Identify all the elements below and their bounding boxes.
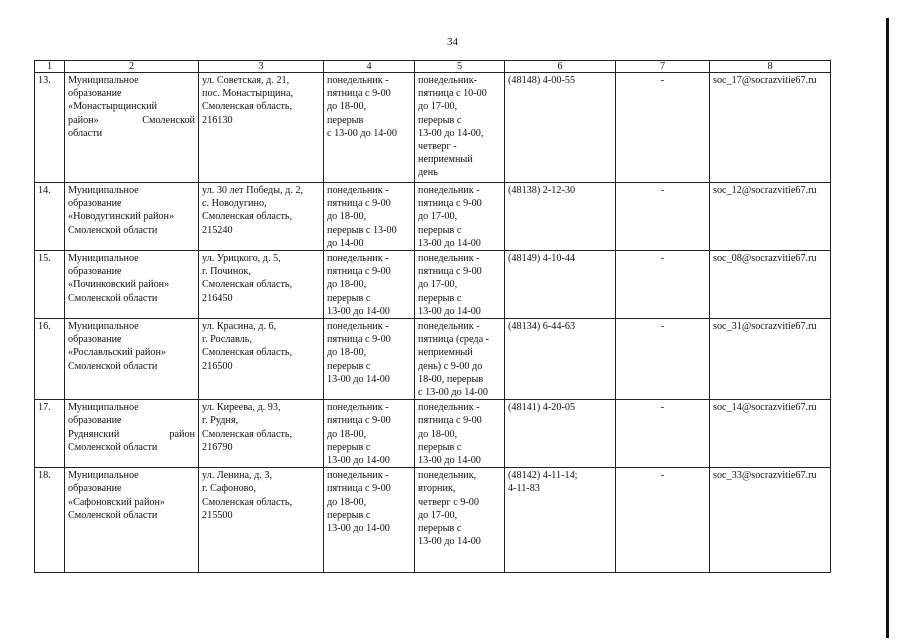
fax-cell: -	[616, 319, 710, 400]
reception-hours-cell	[415, 400, 505, 468]
text-line: Муниципальное	[68, 75, 139, 86]
text-line: ул. Советская, д. 21,	[202, 75, 290, 86]
reception-hours-cell	[415, 319, 505, 400]
text-line: 13-00 до 14-00	[327, 455, 390, 467]
text-line: перерыв с 13-00	[327, 224, 397, 236]
text-line: Муниципальное	[68, 253, 139, 265]
address-cell	[199, 73, 324, 183]
text-word: район	[169, 428, 195, 440]
column-number: 5	[415, 61, 505, 73]
text-line: (48142) 4-11-14;	[508, 470, 578, 482]
text-line: 13-00 до 14-00,	[418, 127, 484, 139]
fax-cell: -	[616, 73, 710, 183]
text-line: 13-00 до 14-00	[418, 536, 481, 548]
table-row	[35, 251, 831, 319]
email-cell: soc_14@socrazvitie67.ru	[710, 400, 831, 468]
row-number-cell: 17.	[35, 400, 65, 468]
municipality-cell	[65, 183, 199, 251]
text-line: 215500	[202, 509, 233, 521]
hours-cell	[324, 183, 415, 251]
phone-cell	[505, 468, 616, 573]
phone-cell	[505, 73, 616, 183]
text-line: перерыв с	[418, 114, 462, 126]
phone-cell	[505, 319, 616, 400]
address-cell	[199, 183, 324, 251]
text-line: 216130	[202, 114, 233, 126]
text-line: перерыв с	[418, 441, 462, 453]
text-line: образование	[68, 483, 122, 495]
text-line: Смоленской области	[68, 509, 158, 521]
text-line: неприемный	[418, 154, 473, 166]
phone-cell	[505, 251, 616, 319]
text-line: образование	[68, 88, 122, 100]
text-line: (48134) 6-44-63	[508, 321, 576, 333]
text-line: Смоленская область,	[202, 211, 293, 223]
text-line: Смоленской области	[68, 224, 158, 236]
email-cell: soc_12@socrazvitie67.ru	[710, 183, 831, 251]
email-cell: soc_31@socrazvitie67.ru	[710, 319, 831, 400]
text-line: ул. Красина, д. 6,	[202, 321, 277, 333]
text-line: четверг с 9-00	[418, 496, 479, 508]
text-line: образование	[68, 415, 122, 427]
text-line: 216790	[202, 441, 233, 453]
text-word: район»	[68, 114, 99, 126]
text-line: Смоленской области	[68, 360, 158, 372]
text-line: (48149) 4-10-44	[508, 253, 576, 265]
reception-hours-cell	[415, 73, 505, 183]
text-line: до 18-00,	[418, 428, 458, 440]
text-line: вторник,	[418, 483, 456, 495]
text-line: Смоленской области	[68, 292, 158, 304]
text-line: 13-00 до 14-00	[327, 373, 390, 385]
address-cell	[199, 400, 324, 468]
text-line: перерыв с	[327, 292, 371, 304]
email-cell: soc_08@socrazvitie67.ru	[710, 251, 831, 319]
fax-cell: -	[616, 251, 710, 319]
offices-table	[34, 60, 831, 573]
row-number-cell: 14.	[35, 183, 65, 251]
table-row	[35, 183, 831, 251]
text-line: до 18-00,	[327, 279, 367, 291]
table-body	[35, 73, 831, 573]
text-line: понедельник -	[327, 470, 389, 482]
text-line: пятница с 9-00	[327, 483, 391, 495]
text-line: перерыв с	[418, 224, 462, 236]
text-line: ул. Урицкого, д. 5,	[202, 253, 281, 265]
text-line: г. Рославль,	[202, 334, 252, 346]
row-number-cell: 15.	[35, 251, 65, 319]
text-line: «Сафоновский район»	[68, 496, 166, 508]
text-line: образование	[68, 266, 122, 278]
justified-line	[68, 428, 195, 441]
text-line: перерыв с	[327, 509, 371, 521]
address-cell	[199, 251, 324, 319]
text-line: пятница (среда -	[418, 334, 490, 346]
text-line: 13-00 до 14-00	[327, 523, 390, 535]
text-line: пятница с 9-00	[327, 415, 391, 427]
text-line: неприемный	[418, 347, 473, 359]
text-line: образование	[68, 198, 122, 210]
text-line: до 18-00,	[327, 101, 367, 113]
text-line: до 18-00,	[327, 428, 367, 440]
text-line: понедельник -	[327, 321, 389, 333]
phone-cell	[505, 183, 616, 251]
municipality-cell	[65, 400, 199, 468]
text-line: перерыв с	[418, 292, 462, 304]
text-line: с. Новодугино,	[202, 198, 267, 210]
column-number-row	[35, 61, 831, 73]
column-number: 4	[324, 61, 415, 73]
text-line: Муниципальное	[68, 321, 139, 333]
row-number-cell: 16.	[35, 319, 65, 400]
text-line: области	[68, 127, 103, 139]
text-line: 216500	[202, 360, 233, 372]
text-line: 216450	[202, 292, 233, 304]
municipality-cell	[65, 73, 199, 183]
reception-hours-cell	[415, 183, 505, 251]
text-line: Муниципальное	[68, 470, 139, 482]
text-line: понедельник,	[418, 470, 477, 482]
municipality-cell	[65, 319, 199, 400]
text-line: до 17-00,	[418, 211, 458, 223]
text-line: 13-00 до 14-00	[418, 237, 481, 249]
row-number-cell: 18.	[35, 468, 65, 573]
text-line: перерыв с	[327, 360, 371, 372]
text-line: перерыв с	[418, 523, 462, 535]
text-line: с 13-00 до 14-00	[418, 387, 488, 399]
text-line: 18-00, перерыв	[418, 373, 484, 385]
text-line: понедельник -	[327, 75, 389, 86]
municipality-cell	[65, 468, 199, 573]
column-number: 2	[65, 61, 199, 73]
table-row	[35, 319, 831, 400]
column-number: 1	[35, 61, 65, 73]
text-line: пос. Монастырщина,	[202, 88, 294, 100]
text-line: г. Сафоново,	[202, 483, 257, 495]
text-line: 13-00 до 14-00	[418, 455, 481, 467]
row-number-cell: 13.	[35, 73, 65, 183]
text-line: день	[418, 167, 438, 179]
page-number: 34	[447, 36, 458, 48]
text-line: Смоленская область,	[202, 279, 293, 291]
text-line: до 18-00,	[327, 347, 367, 359]
text-line: четверг -	[418, 141, 457, 153]
address-cell	[199, 319, 324, 400]
justified-line	[68, 114, 195, 127]
column-number: 6	[505, 61, 616, 73]
text-line: «Новодугинский район»	[68, 211, 175, 223]
text-line: Муниципальное	[68, 402, 139, 414]
text-word: Смоленской	[142, 114, 195, 126]
text-line: до 17-00,	[418, 279, 458, 291]
text-line: с 13-00 до 14-00	[327, 127, 397, 139]
reception-hours-cell	[415, 251, 505, 319]
phone-cell	[505, 400, 616, 468]
hours-cell	[324, 319, 415, 400]
text-line: до 18-00,	[327, 496, 367, 508]
text-line: понедельник -	[418, 185, 480, 196]
text-line: «Рославльский район»	[68, 347, 167, 359]
text-line: Муниципальное	[68, 185, 139, 196]
table-row	[35, 73, 831, 183]
hours-cell	[324, 73, 415, 183]
text-line: понедельник-	[418, 75, 478, 86]
text-line: 4-11-83	[508, 483, 540, 495]
text-line: пятница с 9-00	[327, 334, 391, 346]
text-line: пятница с 9-00	[327, 88, 391, 100]
text-line: до 17-00,	[418, 509, 458, 521]
fax-cell: -	[616, 183, 710, 251]
text-line: день) с 9-00 до	[418, 360, 483, 372]
text-line: Смоленская область,	[202, 101, 293, 113]
text-line: образование	[68, 334, 122, 346]
text-line: понедельник -	[327, 185, 389, 196]
text-line: «Починковский район»	[68, 279, 170, 291]
text-line: до 14-00	[327, 237, 364, 249]
text-line: перерыв	[327, 114, 364, 126]
text-line: 13-00 до 14-00	[418, 305, 481, 317]
table-row	[35, 400, 831, 468]
table-row	[35, 468, 831, 573]
text-line: понедельник -	[418, 402, 480, 414]
text-line: г. Починок,	[202, 266, 251, 278]
column-number: 3	[199, 61, 324, 73]
text-line: ул. Киреева, д. 93,	[202, 402, 281, 414]
text-line: понедельник -	[327, 402, 389, 414]
email-cell: soc_33@socrazvitie67.ru	[710, 468, 831, 573]
text-line: пятница с 9-00	[418, 266, 482, 278]
column-number: 7	[616, 61, 710, 73]
text-line: ул. Ленина, д. 3,	[202, 470, 273, 482]
text-word: Руднянский	[68, 428, 120, 440]
text-line: ул. 30 лет Победы, д. 2,	[202, 185, 304, 196]
fax-cell: -	[616, 468, 710, 573]
text-line: понедельник -	[418, 253, 480, 265]
text-line: (48148) 4-00-55	[508, 75, 576, 86]
text-line: понедельник -	[327, 253, 389, 265]
municipality-cell	[65, 251, 199, 319]
text-line: Смоленская область,	[202, 347, 293, 359]
email-cell: soc_17@socrazvitie67.ru	[710, 73, 831, 183]
text-line: до 18-00,	[327, 211, 367, 223]
text-line: до 17-00,	[418, 101, 458, 113]
text-line: Смоленской области	[68, 441, 158, 453]
text-line: 13-00 до 14-00	[327, 305, 390, 317]
text-line: пятница с 9-00	[327, 198, 391, 210]
text-line: пятница с 10-00	[418, 88, 487, 100]
address-cell	[199, 468, 324, 573]
scan-edge-line	[886, 18, 889, 638]
text-line: Смоленская область,	[202, 428, 293, 440]
text-line: пятница с 9-00	[418, 198, 482, 210]
text-line: перерыв с	[327, 441, 371, 453]
text-line: пятница с 9-00	[327, 266, 391, 278]
hours-cell	[324, 468, 415, 573]
text-line: пятница с 9-00	[418, 415, 482, 427]
text-line: (48138) 2-12-30	[508, 185, 576, 196]
text-line: Смоленская область,	[202, 496, 293, 508]
text-line: г. Рудня,	[202, 415, 239, 427]
hours-cell	[324, 400, 415, 468]
fax-cell: -	[616, 400, 710, 468]
text-line: «Монастырщинский	[68, 101, 158, 113]
reception-hours-cell	[415, 468, 505, 573]
text-line: понедельник -	[418, 321, 480, 333]
column-number: 8	[710, 61, 831, 73]
text-line: 215240	[202, 224, 233, 236]
text-line: (48141) 4-20-05	[508, 402, 576, 414]
hours-cell	[324, 251, 415, 319]
